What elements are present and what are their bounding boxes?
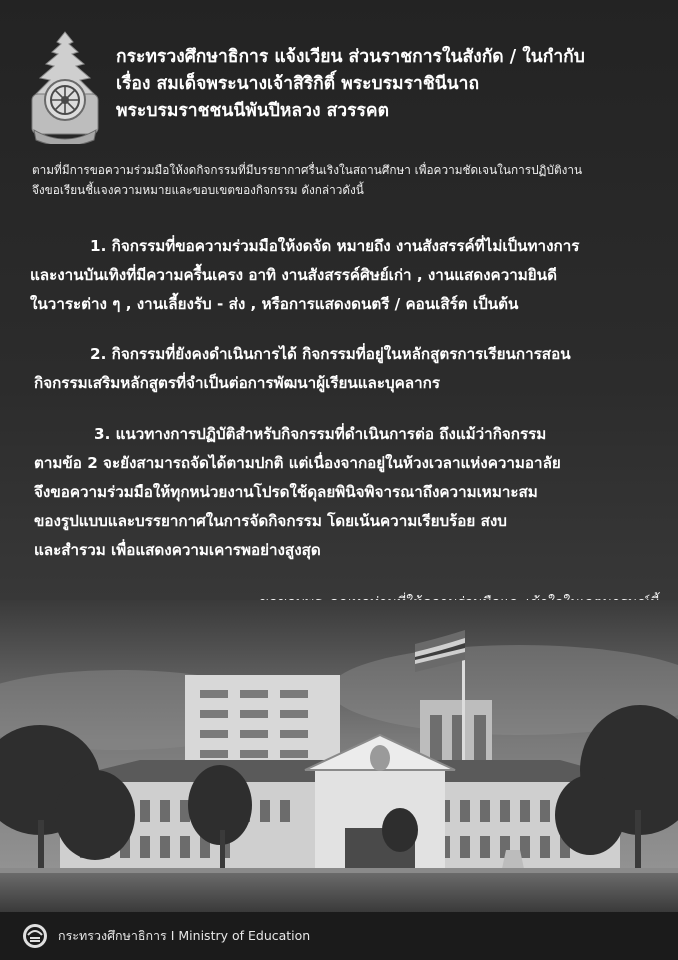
- paragraph-line: 1. กิจกรรมที่ขอความร่วมมือให้งดจัด หมายถึง งานสังสรรค์ที่ไม่เป็นทางการ: [90, 237, 580, 255]
- paragraph-line: ตามข้อ 2 จะยังสามารถจัดได้ตามปกติ แต่เนื่องจากอยู่ในห้วงเวลาแห่งความอาลัย: [34, 454, 561, 472]
- ministry-logo-icon: [22, 923, 48, 949]
- paragraph-1: [30, 232, 670, 319]
- paragraph-line: ของรูปแบบและบรรยากาศในการจัดกิจกรรม โดยเน้นความเรียบร้อย สงบ: [34, 512, 507, 530]
- paragraph-line: กิจกรรมเสริมหลักสูตรที่จำเป็นต่อการพัฒนาผู้เรียนและบุคลากร: [34, 374, 440, 392]
- paragraph-3: [30, 420, 670, 565]
- intro-line: จึงขอเรียนชี้แจงความหมายและขอบเขตของกิจกรรม ดังกล่าวดังนี้: [32, 183, 364, 197]
- paragraph-line: และงานบันเทิงที่มีความครื้นเครง อาทิ งานสังสรรค์ศิษย์เก่า , งานแสดงความยินดี: [30, 266, 557, 284]
- intro-line: ตามที่มีการขอความร่วมมือให้งดกิจกรรมที่มีบรรยากาศรื่นเริงในสถานศึกษา เพื่อความชัดเจนในการปฏิบัติงาน: [32, 163, 583, 177]
- intro-text: [32, 160, 662, 200]
- footer-bar: [0, 912, 678, 960]
- paragraph-line: จึงขอความร่วมมือให้ทุกหน่วยงานโปรดใช้ดุลยพินิจพิจารณาถึงความเหมาะสม: [34, 483, 538, 501]
- paragraph-line: 3. แนวทางการปฏิบัติสำหรับกิจกรรมที่ดำเนินการต่อ ถึงแม้ว่ากิจกรรม: [94, 425, 547, 443]
- paragraph-line: 2. กิจกรรมที่ยังคงดำเนินการได้ กิจกรรมที่อยู่ในหลักสูตรการเรียนการสอน: [90, 345, 571, 363]
- title-line: กระทรวงศึกษาธิการ แจ้งเวียน ส่วนราชการในสังกัด / ในกำกับ: [116, 47, 585, 67]
- footer-text: กระทรวงศึกษาธิการ I Ministry of Education: [58, 928, 311, 943]
- page-title: [116, 44, 666, 125]
- title-line: เรื่อง สมเด็จพระนางเจ้าสิริกิติ์ พระบรมราชินีนาถ: [116, 74, 480, 94]
- ministry-building-photo: [0, 600, 678, 912]
- title-line: พระบรมราชชนนีพันปีหลวง สวรรคต: [116, 101, 389, 121]
- paragraph-line: และสำรวม เพื่อแสดงความเคารพอย่างสูงสุด: [34, 541, 321, 559]
- paragraph-line: ในวาระต่าง ๆ , งานเลี้ยงรับ - ส่ง , หรือการแสดงดนตรี / คอนเสิร์ต เป็นต้น: [30, 295, 519, 313]
- ministry-emblem-icon: [28, 30, 102, 144]
- paragraph-2: [30, 340, 670, 398]
